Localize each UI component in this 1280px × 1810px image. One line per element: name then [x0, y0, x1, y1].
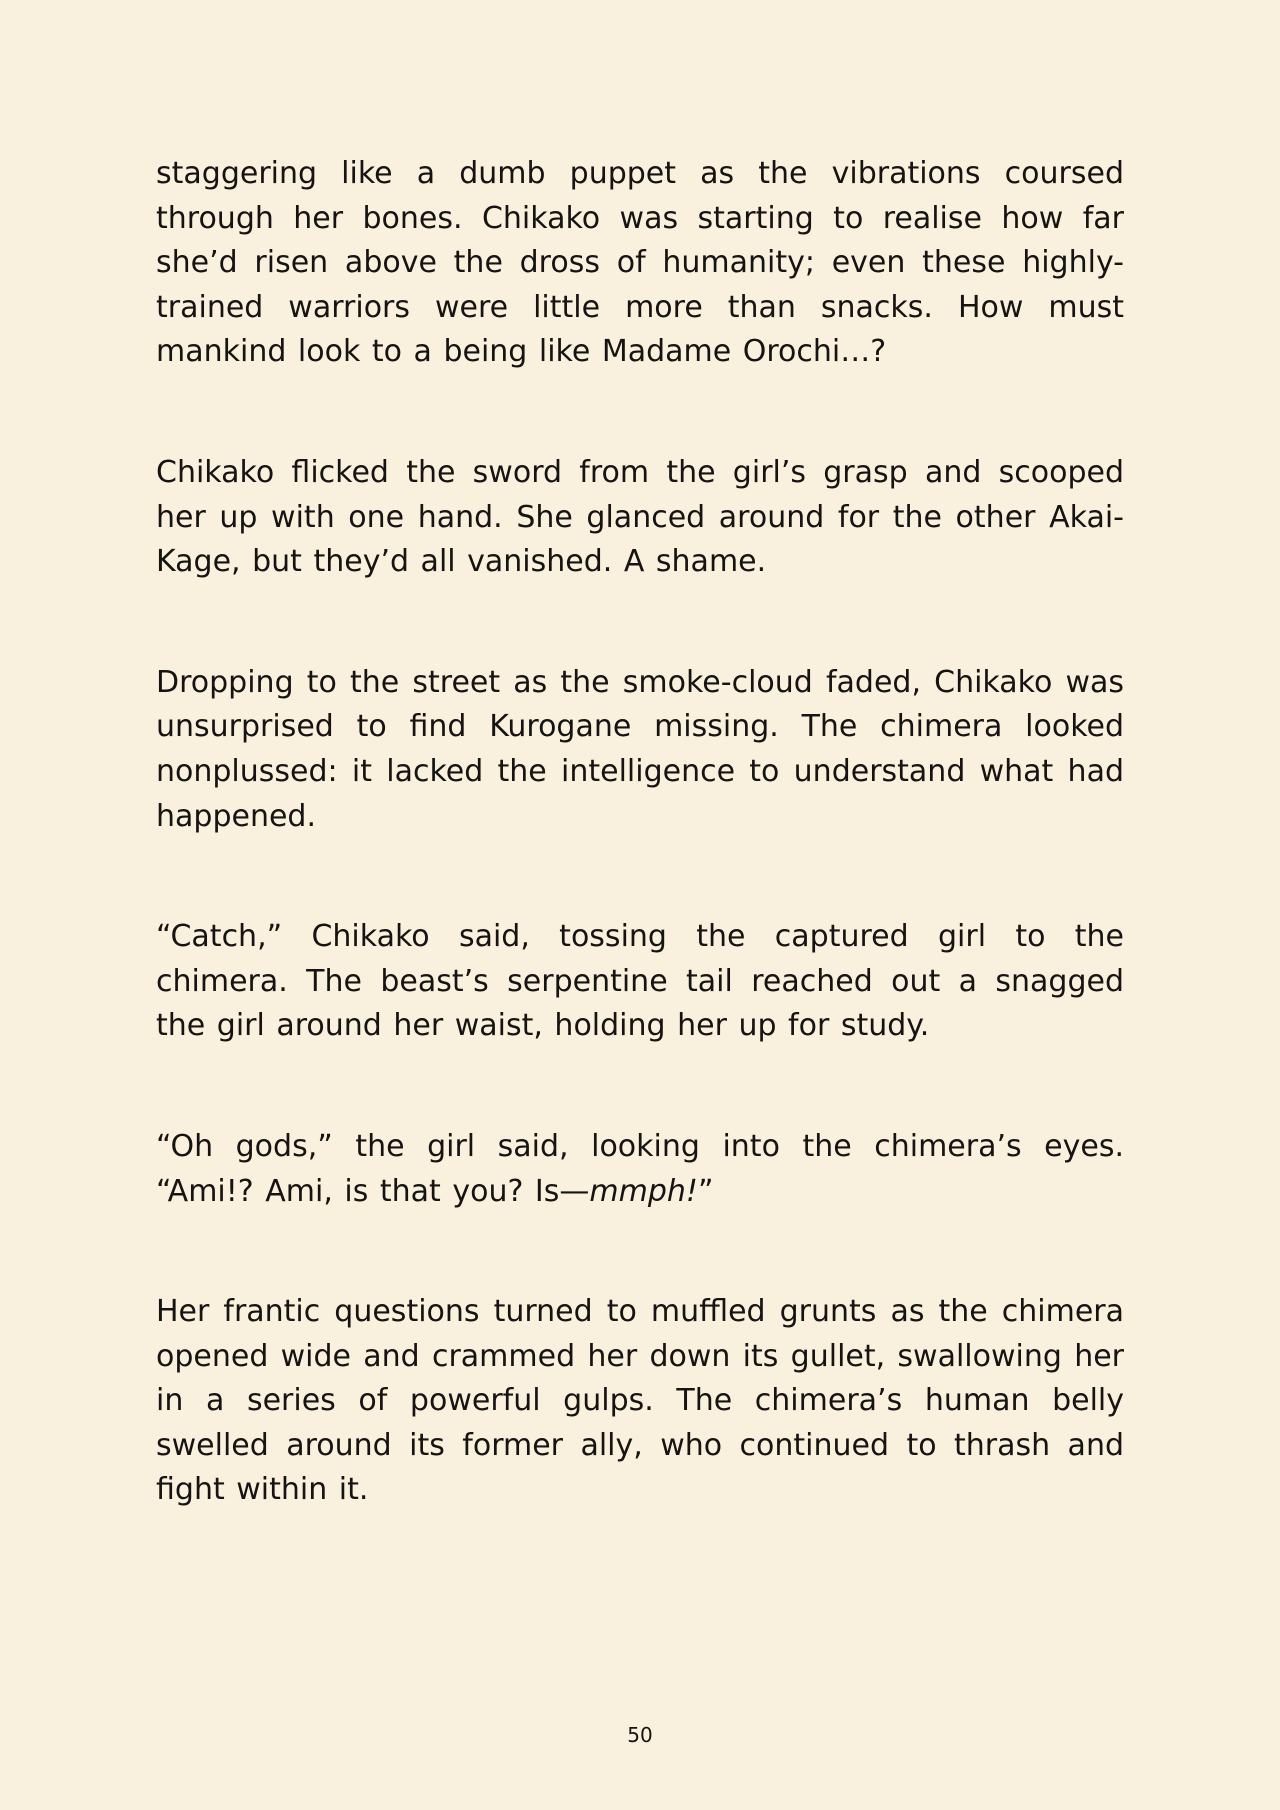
- paragraph-2: Chikako flicked the sword from the girl’s grasp and scooped her up with one hand. She glanced around for the other Akai-Kage, but they’d all vanished. A shame.: [156, 454, 1124, 580]
- paragraph-5-closing-quote: ”: [697, 1173, 714, 1209]
- paragraph-4: “Catch,” Chikako said, tossing the captured girl to the chimera. The beast’s serpentine tail reached out a snagged the girl around her waist, holding her up for study.: [156, 919, 1124, 1044]
- page-number: 50: [627, 1723, 653, 1747]
- paragraph-5-italic: mmph!: [589, 1173, 698, 1209]
- page-body: [156, 152, 1124, 1589]
- paragraph-3: Dropping to the street as the smoke-cloud faded, Chikako was unsurprised to find Kurogane missing. The chimera looked nonplussed: it lacked the intelligence to understand what had happened.: [156, 664, 1124, 834]
- paragraph-5: [156, 1125, 1124, 1214]
- paragraph-1: staggering like a dumb puppet as the vibrations coursed through her bones. Chikako was starting to realise how far she’d risen above the dross of humanity; even these highly-trained warriors were little more than snacks. How must mankind look to a being like Madame Orochi…?: [156, 156, 1124, 370]
- paragraph-6: Her frantic questions turned to muffled grunts as the chimera opened wide and crammed her down its gullet, swallowing her in a series of powerful gulps. The chimera’s human belly swelled around its former ally, who continued to thrash and fight within it.: [156, 1294, 1124, 1508]
- paragraph-5-text: “Oh gods,” the girl said, looking into the chimera’s eyes. “Ami!? Ami, is that you? Is—: [156, 1128, 1124, 1209]
